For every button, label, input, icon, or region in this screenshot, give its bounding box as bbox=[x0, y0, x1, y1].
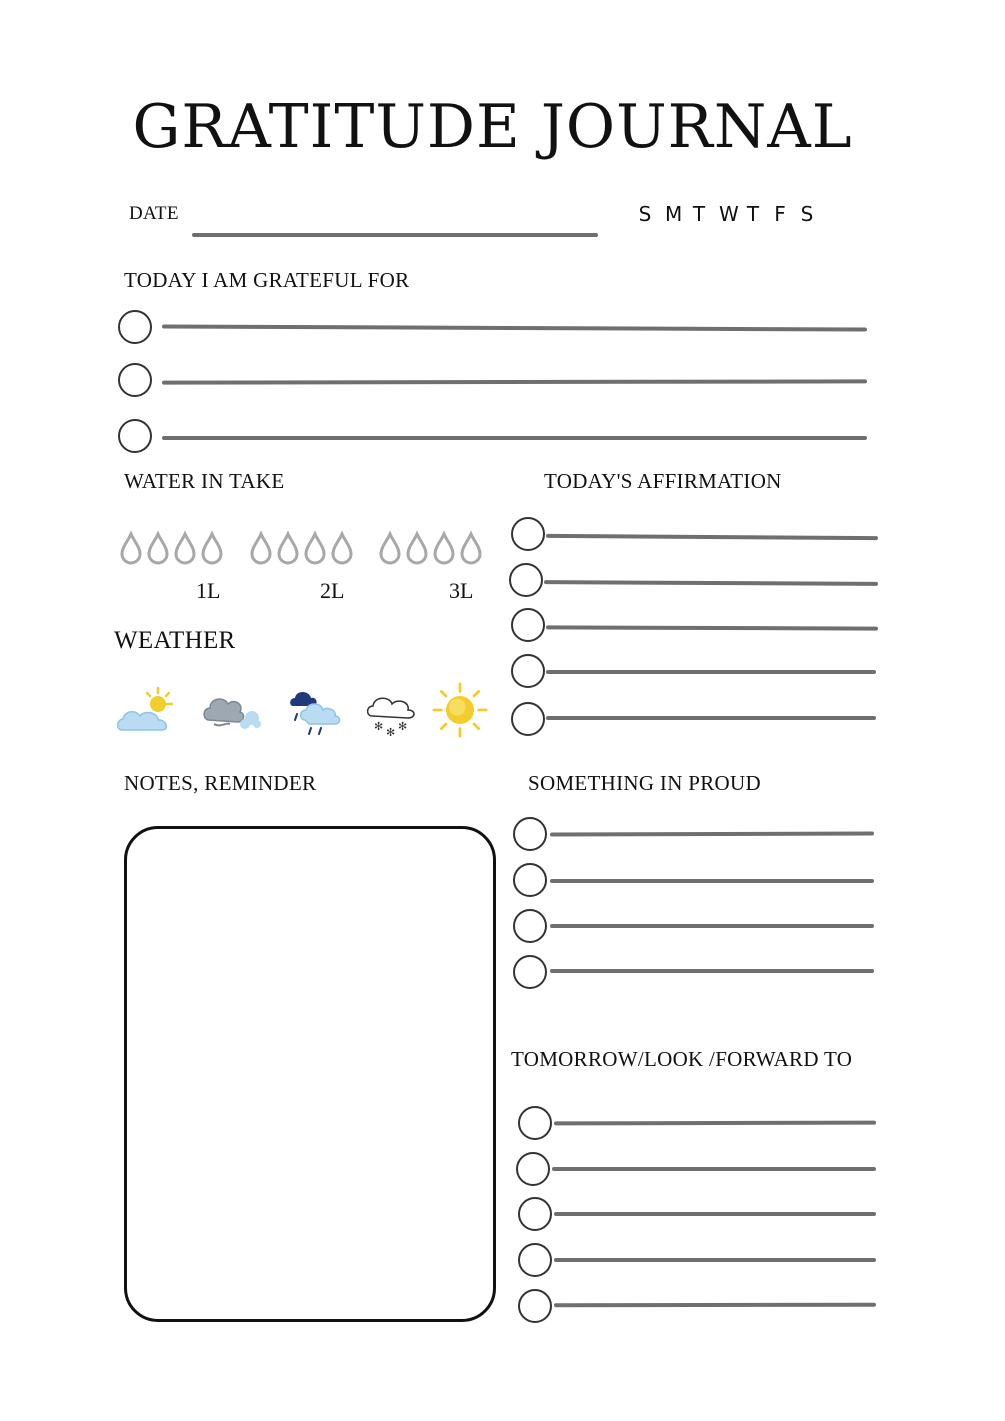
day-sunday[interactable]: S bbox=[638, 202, 654, 226]
snow-icon[interactable] bbox=[362, 684, 426, 740]
water-heading: WATER IN TAKE bbox=[124, 469, 285, 493]
tomorrow-checkbox-2[interactable] bbox=[516, 1152, 550, 1186]
windy-icon[interactable] bbox=[200, 684, 264, 740]
day-friday[interactable]: F bbox=[774, 202, 788, 226]
grateful-line-3[interactable] bbox=[162, 436, 867, 440]
affirmation-heading: TODAY'S AFFIRMATION bbox=[544, 469, 782, 493]
svg-text:✻: ✻ bbox=[398, 720, 408, 733]
water-liter-label-2: 2L bbox=[320, 578, 345, 603]
proud-checkbox-1[interactable] bbox=[513, 817, 547, 851]
tomorrow-checkbox-3[interactable] bbox=[518, 1197, 552, 1231]
water-group-2 bbox=[248, 531, 355, 565]
affirmation-checkbox-1[interactable] bbox=[511, 517, 545, 551]
water-drop-icon[interactable] bbox=[458, 531, 484, 565]
water-group-1 bbox=[118, 531, 225, 565]
water-group-3 bbox=[377, 531, 484, 565]
proud-checkbox-2[interactable] bbox=[513, 863, 547, 897]
affirmation-line-1[interactable] bbox=[546, 534, 878, 540]
svg-text:✻: ✻ bbox=[386, 726, 396, 739]
proud-line-3[interactable] bbox=[550, 924, 874, 928]
tomorrow-heading: TOMORROW/LOOK /FORWARD TO bbox=[511, 1047, 853, 1071]
grateful-checkbox-1[interactable] bbox=[118, 310, 152, 344]
grateful-heading: TODAY I AM GRATEFUL FOR bbox=[124, 268, 410, 292]
affirmation-checkbox-2[interactable] bbox=[509, 563, 543, 597]
water-drop-icon[interactable] bbox=[248, 531, 274, 565]
water-liter-label-1: 1L bbox=[196, 578, 221, 603]
tomorrow-line-1[interactable] bbox=[554, 1121, 876, 1126]
proud-checkbox-3[interactable] bbox=[513, 909, 547, 943]
day-monday[interactable]: M bbox=[665, 202, 685, 226]
proud-line-1[interactable] bbox=[550, 831, 874, 836]
tomorrow-line-3[interactable] bbox=[554, 1212, 876, 1216]
tomorrow-line-4[interactable] bbox=[554, 1258, 876, 1262]
day-thursday[interactable]: T bbox=[746, 202, 762, 226]
tomorrow-line-5[interactable] bbox=[554, 1303, 876, 1308]
water-drop-icon[interactable] bbox=[145, 531, 171, 565]
page-title: GRATITUDE JOURNAL bbox=[132, 92, 853, 162]
affirmation-checkbox-5[interactable] bbox=[511, 702, 545, 736]
affirmation-checkbox-3[interactable] bbox=[511, 608, 545, 642]
grateful-checkbox-2[interactable] bbox=[118, 363, 152, 397]
affirmation-line-3[interactable] bbox=[546, 625, 878, 630]
date-label: DATE bbox=[129, 203, 179, 224]
night-rain-icon[interactable] bbox=[283, 684, 347, 740]
water-drop-icon[interactable] bbox=[431, 531, 457, 565]
affirmation-checkbox-4[interactable] bbox=[511, 654, 545, 688]
grateful-line-1[interactable] bbox=[162, 324, 867, 331]
water-drop-icon[interactable] bbox=[377, 531, 403, 565]
day-wednesday[interactable]: W bbox=[719, 202, 741, 226]
proud-line-2[interactable] bbox=[550, 879, 874, 883]
grateful-line-2[interactable] bbox=[162, 379, 867, 384]
notes-heading: NOTES, REMINDER bbox=[124, 771, 317, 795]
proud-heading: SOMETHING IN PROUD bbox=[528, 771, 761, 795]
water-drop-icon[interactable] bbox=[118, 531, 144, 565]
svg-text:✻: ✻ bbox=[374, 720, 384, 733]
tomorrow-checkbox-1[interactable] bbox=[518, 1106, 552, 1140]
day-tuesday[interactable]: T bbox=[692, 202, 708, 226]
date-field[interactable] bbox=[192, 233, 598, 237]
notes-box[interactable] bbox=[124, 826, 496, 1322]
water-drop-icon[interactable] bbox=[199, 531, 225, 565]
water-liter-label-3: 3L bbox=[449, 578, 474, 603]
partly-sunny-icon[interactable] bbox=[114, 684, 178, 740]
affirmation-line-2[interactable] bbox=[544, 580, 878, 586]
water-drop-icon[interactable] bbox=[302, 531, 328, 565]
proud-checkbox-4[interactable] bbox=[513, 955, 547, 989]
affirmation-line-4[interactable] bbox=[546, 670, 876, 674]
water-drop-icon[interactable] bbox=[404, 531, 430, 565]
tomorrow-line-2[interactable] bbox=[552, 1167, 876, 1171]
tomorrow-checkbox-5[interactable] bbox=[518, 1289, 552, 1323]
water-drop-icon[interactable] bbox=[329, 531, 355, 565]
grateful-checkbox-3[interactable] bbox=[118, 419, 152, 453]
day-saturday[interactable]: S bbox=[800, 202, 816, 226]
water-drop-icon[interactable] bbox=[275, 531, 301, 565]
sun-icon[interactable] bbox=[428, 682, 492, 738]
water-drop-icon[interactable] bbox=[172, 531, 198, 565]
affirmation-line-5[interactable] bbox=[546, 716, 876, 720]
proud-line-4[interactable] bbox=[550, 969, 874, 973]
weekday-selector bbox=[638, 202, 816, 226]
tomorrow-checkbox-4[interactable] bbox=[518, 1243, 552, 1277]
weather-heading: WEATHER bbox=[114, 627, 236, 654]
